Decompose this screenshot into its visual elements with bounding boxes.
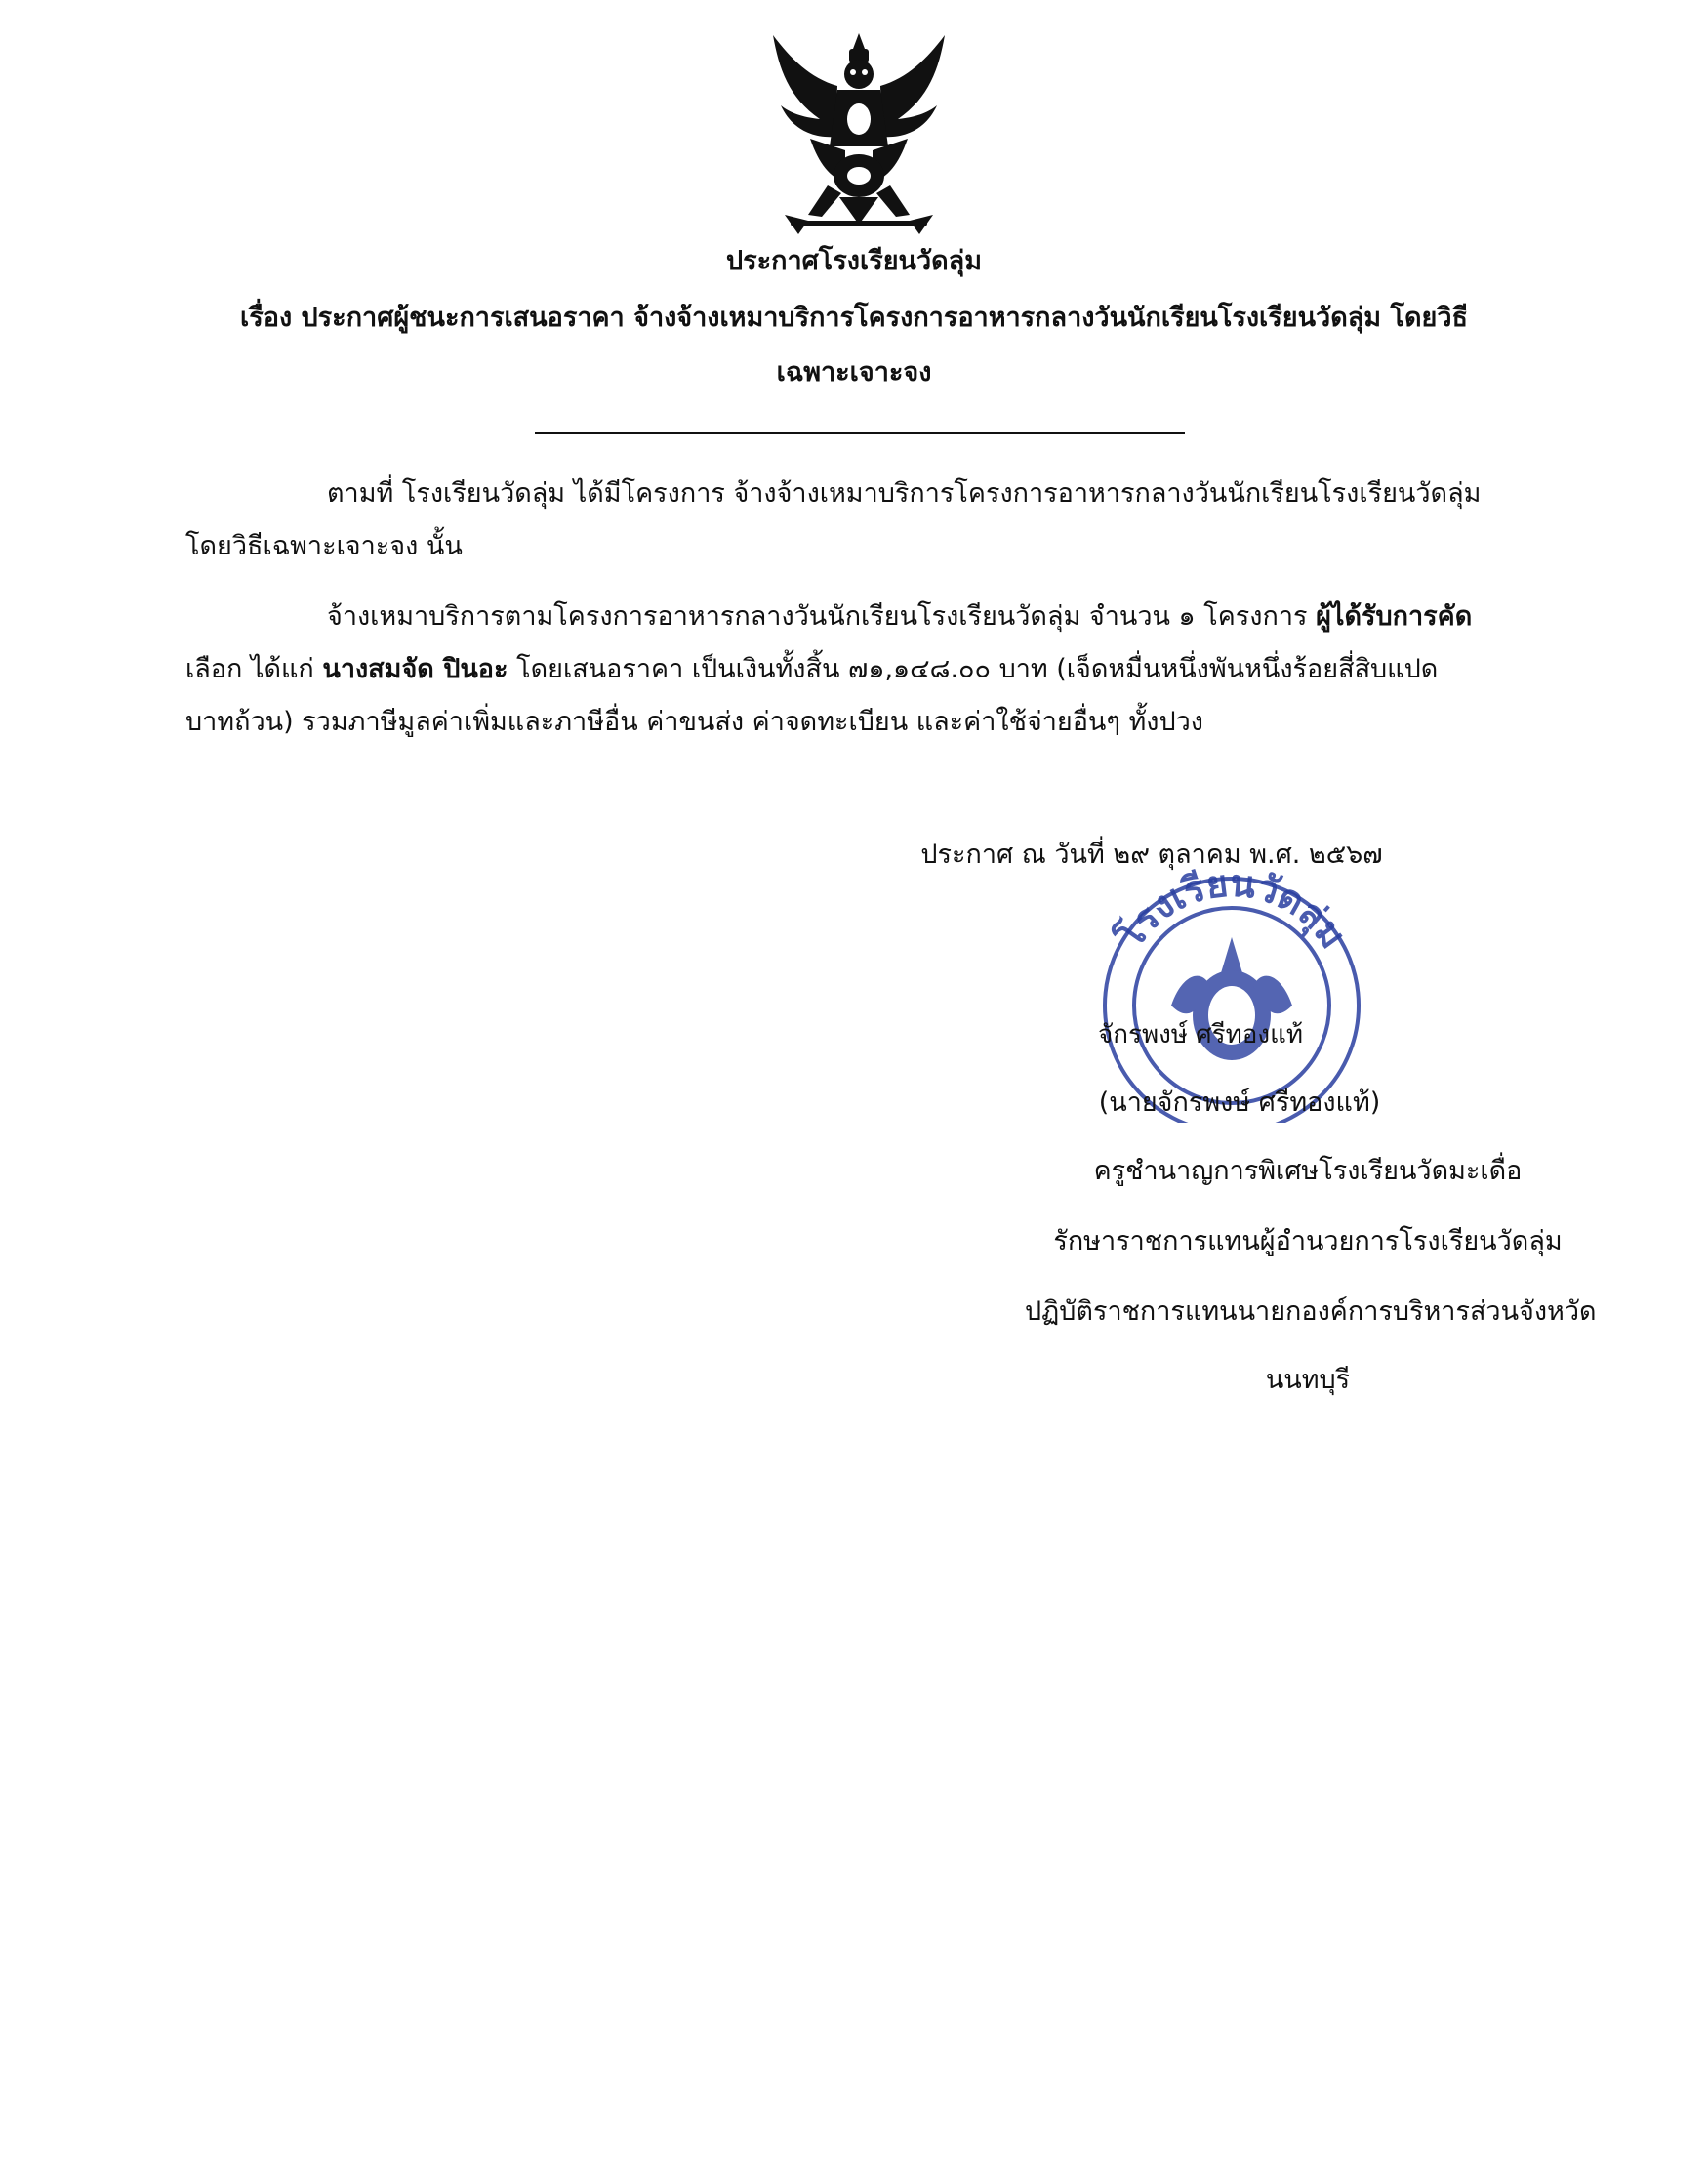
paragraph-2-line-2-amount: โดยเสนอราคา เป็นเงินทั้งสิ้น ๗๑,๑๔๘.๐๐ บาท (เจ็ดหมื่นหนึ่งพันหนึ่งร้อยสี่สิบแปด	[508, 654, 1439, 684]
paragraph-2-line-2	[185, 650, 1438, 689]
winner-name: นางสมจัด ปินอะ	[322, 654, 508, 684]
title-divider	[535, 432, 1185, 434]
subject-line-2: เฉพาะเจาะจง	[776, 357, 932, 388]
signer-position-3: ปฏิบัติราชการแทนนายกองค์การบริหารส่วนจังหวัด	[1025, 1296, 1597, 1327]
announcement-date: ประกาศ ณ วันที่ ๒๙ ตุลาคม พ.ศ. ๒๕๖๗	[920, 840, 1383, 870]
paragraph-2-line-1-text: จ้างเหมาบริการตามโครงการอาหารกลางวันนักเรียนโรงเรียนวัดลุ่ม จำนวน ๑ โครงการ	[327, 601, 1317, 632]
signer-position-1: ครูชำนาญการพิเศษโรงเรียนวัดมะเดื่อ	[1093, 1156, 1523, 1186]
announcement-title: ประกาศโรงเรียนวัดลุ่ม	[725, 246, 983, 276]
signature-name: จักรพงษ์ ศรีทองแท้	[1098, 1020, 1303, 1049]
paragraph-1-line-1: ตามที่ โรงเรียนวัดลุ่ม ได้มีโครงการ จ้างจ้างเหมาบริการโครงการอาหารกลางวันนักเรียนโรงเรียนวัดลุ่ม	[327, 478, 1482, 509]
subject-line-1: เรื่อง ประกาศผู้ชนะการเสนอราคา จ้างจ้างเหมาบริการโครงการอาหารกลางวันนักเรียนโรงเรียนวัดลุ่ม โดยวิธี	[240, 303, 1468, 333]
signer-position-4: นนทบุรี	[1265, 1365, 1351, 1395]
signer-position-2: รักษาราชการแทนผู้อำนวยการโรงเรียนวัดลุ่ม	[1053, 1226, 1563, 1256]
garuda-emblem-icon	[752, 29, 966, 239]
winner-label: ผู้ได้รับการคัด	[1316, 601, 1473, 632]
paragraph-2-line-3: บาทถ้วน) รวมภาษีมูลค่าเพิ่มและภาษีอื่น ค่าขนส่ง ค่าจดทะเบียน และค่าใช้จ่ายอื่นๆ ทั้งปวง	[185, 707, 1203, 737]
paragraph-2-line-2-lead: เลือก ได้แก่	[185, 654, 323, 684]
printed-name: (นายจักรพงษ์ ศรีทองแท้)	[1098, 1088, 1381, 1118]
seal-text: โรงเรียนวัดลุ่ม	[1108, 861, 1356, 957]
paragraph-2-line-1	[327, 597, 1472, 636]
paragraph-1-line-2: โดยวิธีเฉพาะเจาะจง นั้น	[185, 531, 463, 561]
